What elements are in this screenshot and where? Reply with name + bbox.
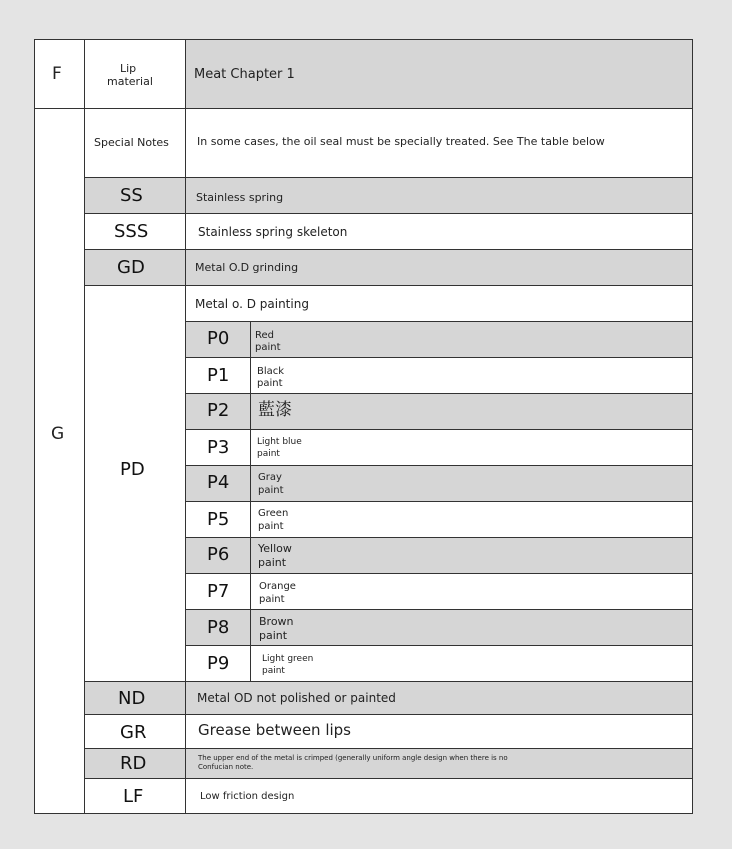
paint-desc-p4-line1: Gray (258, 472, 282, 483)
code-gd: GD (117, 257, 145, 278)
row-line-p6 (185, 573, 693, 574)
paint-desc-p0-line2: paint (255, 342, 281, 353)
paint-desc-p6-line1: Yellow (258, 542, 292, 555)
row-line-p2 (185, 429, 693, 430)
row-line-fg (34, 108, 693, 109)
paint-desc-p9-line1: Light green (262, 654, 314, 664)
special-notes-label: Special Notes (94, 136, 169, 149)
paint-desc-p7-line2: paint (259, 594, 285, 605)
row-line-rd (85, 778, 693, 779)
paint-code-p5: P5 (207, 509, 230, 530)
code-nd: ND (118, 688, 146, 709)
paint-desc-p1-line2: paint (257, 378, 283, 389)
code-sss: SSS (114, 221, 149, 242)
row-line-p5 (185, 537, 693, 538)
code-gr: GR (120, 722, 147, 743)
paint-code-p7: P7 (207, 581, 230, 602)
special-notes-value: In some cases, the oil seal must be specially treated. See The table below (197, 135, 605, 148)
paint-code-p6: P6 (207, 544, 230, 565)
row-ss-shade (85, 178, 692, 213)
row-line-gd (85, 285, 693, 286)
paint-desc-p3-line1: Light blue (257, 437, 302, 447)
row-line-nd (85, 714, 693, 715)
desc-nd: Metal OD not polished or painted (197, 691, 396, 705)
desc-lf: Low friction design (200, 791, 295, 802)
border-bottom (34, 813, 693, 814)
row-f-label-line1: Lip (120, 62, 137, 75)
row-line-p3 (185, 465, 693, 466)
row-g-letter: G (51, 424, 65, 444)
paint-code-p3: P3 (207, 437, 230, 458)
paint-code-p1: P1 (207, 365, 230, 386)
row-line-sss (85, 249, 693, 250)
paint-desc-p3-line2: paint (257, 449, 280, 459)
paint-desc-p8-line1: Brown (259, 615, 294, 628)
paint-desc-p7-line1: Orange (259, 581, 296, 592)
row-gd-shade (85, 250, 692, 285)
row-line-p0 (185, 357, 693, 358)
paint-desc-p5-line1: Green (258, 508, 289, 519)
desc-sss: Stainless spring skeleton (198, 225, 348, 239)
border-top (34, 39, 693, 40)
paint-code-p8: P8 (207, 617, 230, 638)
paint-desc-p0-line1: Red (255, 330, 274, 341)
paint-desc-p8-line2: paint (259, 629, 288, 642)
desc-gr: Grease between lips (198, 721, 351, 739)
paint-code-p9: P9 (207, 653, 230, 674)
row-f-letter: F (52, 64, 62, 84)
paint-code-p4: P4 (207, 472, 230, 493)
code-ss: SS (120, 185, 143, 206)
row-f-value: Meat Chapter 1 (194, 67, 295, 82)
seal-code-table (34, 39, 693, 814)
row-line-p7 (185, 609, 693, 610)
desc-gd: Metal O.D grinding (195, 261, 299, 274)
desc-ss: Stainless spring (196, 191, 284, 204)
code-pd: PD (120, 459, 145, 480)
code-rd: RD (120, 753, 147, 774)
col-line-3 (250, 322, 251, 682)
row-line-ss (85, 213, 693, 214)
row-line-p8 (185, 645, 693, 646)
row-line-gr (85, 748, 693, 749)
row-line-notes (85, 177, 693, 178)
border-left (34, 39, 35, 814)
row-line-pd-end (85, 681, 693, 682)
border-right (692, 39, 693, 814)
desc-pd: Metal o. D painting (195, 297, 309, 311)
code-lf: LF (123, 786, 144, 807)
row-line-pd-head (185, 321, 693, 322)
paint-code-p2: P2 (207, 400, 230, 421)
paint-code-p0: P0 (207, 328, 230, 349)
paint-desc-p5-line2: paint (258, 521, 284, 532)
row-line-p1 (185, 393, 693, 394)
paint-desc-p9-line2: paint (262, 666, 285, 676)
paint-desc-p4-line2: paint (258, 485, 284, 496)
col-line-1 (84, 39, 85, 814)
row-f-label-line2: material (107, 75, 153, 88)
col-line-2 (185, 39, 186, 814)
desc-rd-line1: The upper end of the metal is crimped (generally uniform angle design when there is no (198, 754, 508, 762)
paint-desc-p2-line1: 藍漆 (258, 400, 292, 420)
row-line-p4 (185, 501, 693, 502)
paint-desc-p6-line2: paint (258, 556, 287, 569)
paint-desc-p1-line1: Black (257, 366, 285, 377)
desc-rd-line2: Confucian note. (198, 763, 254, 771)
